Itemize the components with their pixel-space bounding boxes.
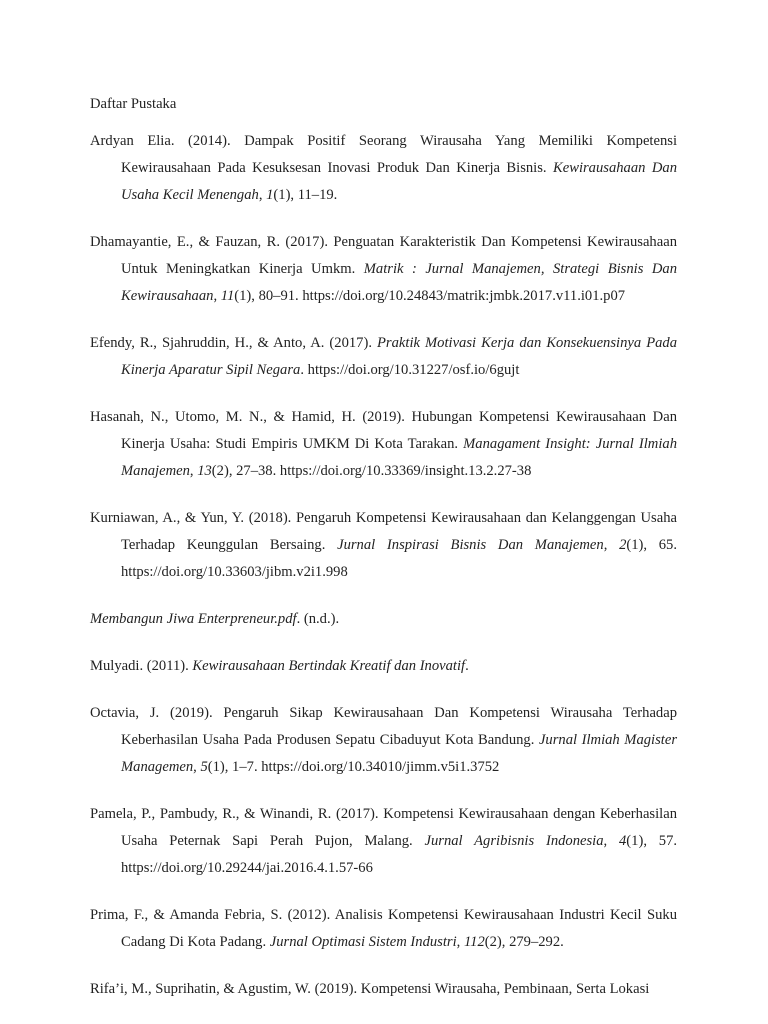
reference-authors-title: Dhamayantie, E., & Fauzan, R. (2017). Penguatan Karakteristik Dan Kompetensi Kewirausahaan Untuk Meningkatkan Kinerja Umkm. [90, 234, 677, 277]
reference-volume: 5 [200, 759, 208, 775]
reference-separator: , [193, 759, 201, 775]
reference-journal: Jurnal Inspirasi Bisnis Dan Manajemen [337, 537, 604, 553]
reference-entry [90, 505, 677, 586]
reference-separator: , [189, 463, 198, 479]
reference-authors-title: Kurniawan, A., & Yun, Y. (2018). Pengaruh Kompetensi Kewirausahaan dan Kelanggengan Usaha Terhadap Keunggulan Bersaing. [90, 510, 677, 553]
reference-separator: , [456, 934, 464, 950]
reference-journal: Jurnal Optimasi Sistem Industri [269, 934, 457, 950]
reference-entry [90, 801, 677, 882]
reference-entry [90, 976, 677, 1003]
reference-volume: 11 [220, 288, 235, 304]
reference-details: . (n.d.). [296, 611, 340, 627]
reference-separator: , [603, 833, 619, 849]
reference-details: (1), 57. https://doi.org/10.29244/jai.2016.4.1.57-66 [121, 833, 678, 876]
reference-authors-title: Rifa’i, M., Suprihatin, & Agustim, W. (2019). Kompetensi Wirausaha, Pembinaan, Serta Lokasi [90, 981, 650, 997]
reference-journal: Kewirausahaan Bertindak Kreatif dan Inovatif [192, 658, 466, 674]
reference-authors-title: Pamela, P., Pambudy, R., & Winandi, R. (2017). Kompetensi Kewirausahaan dengan Keberhasilan Usaha Peternak Sapi Perah Pujon, Malang. [90, 806, 677, 849]
reference-separator: , [258, 187, 267, 203]
reference-volume: 1 [266, 187, 274, 203]
reference-details: . https://doi.org/10.31227/osf.io/6gujt [300, 362, 520, 378]
reference-entry [90, 404, 677, 485]
reference-authors-title: Efendy, R., Sjahruddin, H., & Anto, A. (2017). [90, 335, 378, 351]
reference-separator: , [603, 537, 620, 553]
reference-authors-title: Ardyan Elia. (2014). Dampak Positif Seorang Wirausaha Yang Memiliki Kompetensi Kewirausahaan Pada Kesuksesan Inovasi Produk Dan Kinerja Bisnis. [90, 133, 677, 176]
reference-authors-title: Octavia, J. (2019). Pengaruh Sikap Kewirausahaan Dan Kompetensi Wirausaha Terhadap Keberhasilan Usaha Pada Produsen Sepatu Cibaduyut Kota Bandung. [90, 705, 677, 748]
reference-details: (1), 65. https://doi.org/10.33603/jibm.v2i1.998 [121, 537, 677, 580]
reference-entry [90, 902, 677, 956]
reference-details: (1), 11–19. [273, 187, 338, 203]
reference-journal: Kewirausahaan Dan Usaha Kecil Menengah [121, 160, 677, 203]
reference-entry [90, 128, 677, 209]
reference-journal: Jurnal Ilmiah Magister Managemen [121, 732, 677, 775]
reference-entry [90, 330, 677, 384]
reference-authors-title: Hasanah, N., Utomo, M. N., & Hamid, H. (2019). Hubungan Kompetensi Kewirausahaan Dan Kinerja Usaha: Studi Empiris UMKM Di Kota Tarakan. [90, 409, 677, 452]
reference-details: (1), 1–7. https://doi.org/10.34010/jimm.v5i1.3752 [207, 759, 500, 775]
reference-journal: Matrik : Jurnal Manajemen, Strategi Bisnis Dan Kewirausahaan [121, 261, 678, 304]
reference-entry [90, 606, 677, 633]
reference-journal: Managament Insight: Jurnal Ilmiah Manajemen [121, 436, 677, 479]
reference-volume: 2 [619, 537, 627, 553]
reference-details: . [465, 658, 469, 674]
reference-separator: , [213, 288, 221, 304]
bibliography-heading: Daftar Pustaka [90, 96, 177, 112]
reference-entry [90, 229, 677, 310]
reference-journal: Jurnal Agribisnis Indonesia [424, 833, 604, 849]
reference-journal: Membangun Jiwa Enterpreneur.pdf [90, 611, 297, 627]
reference-details: (1), 80–91. https://doi.org/10.24843/matrik:jmbk.2017.v11.i01.p07 [234, 288, 626, 304]
reference-volume: 13 [197, 463, 212, 479]
reference-volume: 4 [619, 833, 627, 849]
reference-details: (2), 279–292. [484, 934, 564, 950]
reference-entry [90, 653, 677, 680]
reference-journal: Praktik Motivasi Kerja dan Konsekuensinya Pada Kinerja Aparatur Sipil Negara [121, 335, 677, 378]
reference-list [90, 128, 677, 1023]
reference-volume: 112 [463, 934, 485, 950]
reference-authors-title: Prima, F., & Amanda Febria, S. (2012). Analisis Kompetensi Kewirausahaan Industri Kecil Suku Cadang Di Kota Padang. [90, 907, 677, 950]
reference-details: (2), 27–38. https://doi.org/10.33369/insight.13.2.27-38 [211, 463, 532, 479]
reference-entry [90, 700, 677, 781]
reference-authors-title: Mulyadi. (2011). [90, 658, 193, 674]
